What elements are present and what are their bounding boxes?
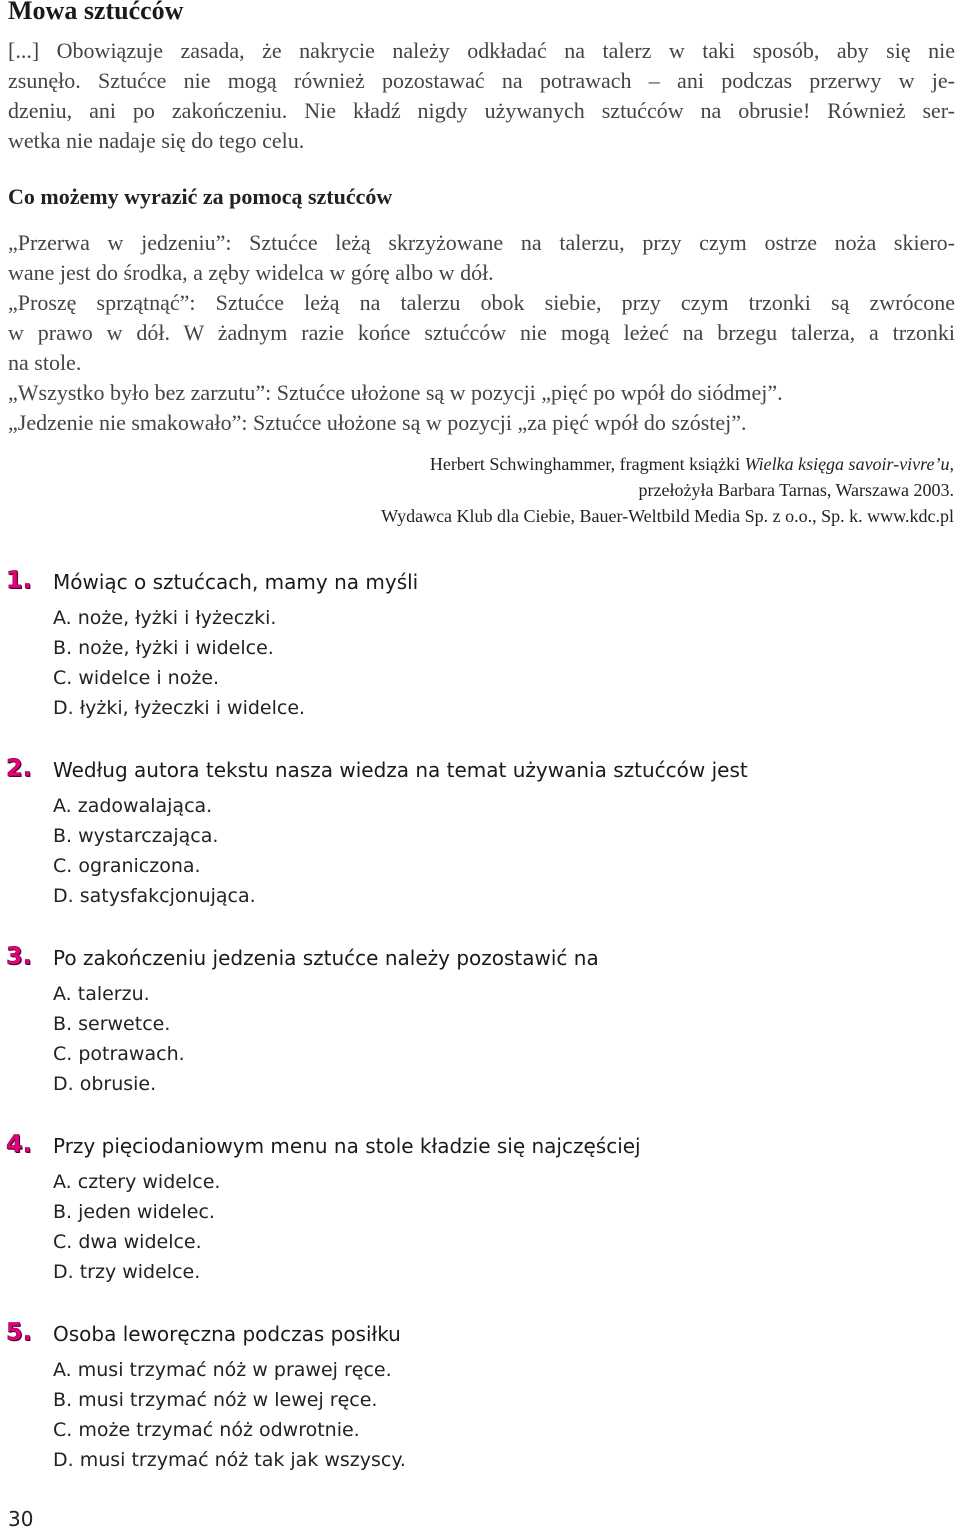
answer-option[interactable]: D. trzy widelce. <box>53 1261 201 1283</box>
signals-paragraph <box>8 228 955 438</box>
answer-option[interactable]: A. zadowalająca. <box>53 795 213 817</box>
citation-author: Herbert Schwinghammer, fragment książki <box>429 454 745 474</box>
answer-option[interactable]: D. obrusie. <box>53 1073 157 1095</box>
answer-option[interactable]: C. może trzymać nóż odwrotnie. <box>53 1419 360 1441</box>
question-text: Przy pięciodaniowym menu na stole kładzie się najczęściej <box>53 1134 641 1158</box>
citation-line <box>381 451 954 477</box>
answer-option[interactable]: B. jeden widelec. <box>53 1201 215 1223</box>
question-text: Według autora tekstu nasza wiedza na temat używania sztućców jest <box>53 758 748 782</box>
question-text: Po zakończeniu jedzenia sztućce należy pozostawić na <box>53 946 599 970</box>
citation-book-title: Wielka księga savoir-vivre’u, <box>744 454 954 474</box>
answer-option[interactable]: D. satysfakcjonująca. <box>53 885 256 907</box>
answer-option[interactable]: C. widelce i noże. <box>53 667 220 689</box>
answer-option[interactable]: B. noże, łyżki i widelce. <box>53 637 274 659</box>
citation-line: Wydawca Klub dla Ciebie, Bauer-Weltbild Media Sp. z o.o., Sp. k. www.kdc.pl <box>381 506 954 526</box>
question-text: Osoba leworęczna podczas posiłku <box>53 1322 401 1346</box>
answer-option[interactable]: C. dwa widelce. <box>53 1231 202 1253</box>
page-number: 30 <box>8 1507 34 1531</box>
question-number: 5. <box>6 1318 32 1346</box>
signal-line: na stole. <box>8 350 82 375</box>
page-title: Mowa sztućców <box>8 0 184 25</box>
answer-option[interactable]: A. noże, łyżki i łyżeczki. <box>53 607 277 629</box>
citation-line: przełożyła Barbara Tarnas, Warszawa 2003. <box>638 480 954 500</box>
answer-option[interactable]: C. ograniczona. <box>53 855 201 877</box>
intro-paragraph <box>8 36 955 156</box>
answer-option[interactable]: D. musi trzymać nóż tak jak wszyscy. <box>53 1449 406 1471</box>
answer-option[interactable]: B. musi trzymać nóż w lewej ręce. <box>53 1389 378 1411</box>
question-number: 3. <box>6 942 32 970</box>
question-number: 2. <box>6 754 32 782</box>
section-heading: Co możemy wyrazić za pomocą sztućców <box>8 184 393 209</box>
answer-option[interactable]: A. talerzu. <box>53 983 150 1005</box>
signal-line: wane jest do środka, a zęby widelca w górę albo w dół. <box>8 260 494 285</box>
signal-line: w prawo w dół. W żadnym razie końce sztućców nie mogą leżeć na brzegu talerza, a trzonki <box>8 320 955 345</box>
question-number: 1. <box>6 566 32 594</box>
answer-option[interactable]: B. wystarczająca. <box>53 825 219 847</box>
signal-line: „Jedzenie nie smakowało”: Sztućce ułożone są w pozycji „za pięć wpół do szóstej”. <box>8 410 747 435</box>
answer-option[interactable]: C. potrawach. <box>53 1043 185 1065</box>
answer-option[interactable]: A. musi trzymać nóż w prawej ręce. <box>53 1359 392 1381</box>
source-citation <box>381 451 954 529</box>
signal-line: „Proszę sprzątnąć”: Sztućce leżą na talerzu obok siebie, przy czym trzonki są zwrócone <box>8 290 955 315</box>
answer-option[interactable]: A. cztery widelce. <box>53 1171 221 1193</box>
intro-line: [...] Obowiązuje zasada, że nakrycie należy odkładać na talerz w taki sposób, aby się nie <box>8 38 955 63</box>
signal-line: „Przerwa w jedzeniu”: Sztućce leżą skrzyżowane na talerzu, przy czym ostrze noża skiero- <box>8 230 955 255</box>
intro-line: wetka nie nadaje się do tego celu. <box>8 128 305 153</box>
signal-line: „Wszystko było bez zarzutu”: Sztućce ułożone są w pozycji „pięć po wpół do siódmej”. <box>8 380 783 405</box>
question-number: 4. <box>6 1130 32 1158</box>
answer-option[interactable]: B. serwetce. <box>53 1013 171 1035</box>
question-text: Mówiąc o sztućcach, mamy na myśli <box>53 570 419 594</box>
intro-line: dzeniu, ani po zakończeniu. Nie kładź nigdy używanych sztućców na obrusie! Również ser- <box>8 98 955 123</box>
answer-option[interactable]: D. łyżki, łyżeczki i widelce. <box>53 697 306 719</box>
intro-line: zsunęło. Sztućce nie mogą również pozostawać na potrawach – ani podczas przerwy w je- <box>8 68 955 93</box>
